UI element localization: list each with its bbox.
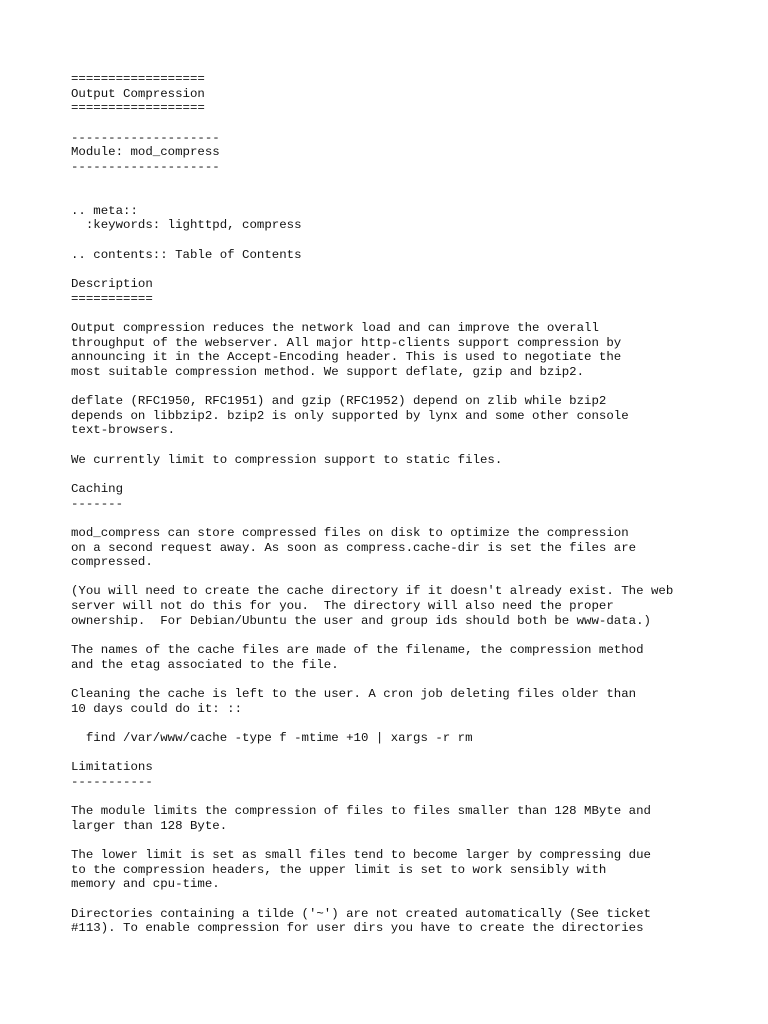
text-line: The lower limit is set as small files tend to become larger by compressing due — [71, 847, 651, 862]
text-line: 10 days could do it: :: — [71, 701, 243, 716]
text-line: deflate (RFC1950, RFC1951) and gzip (RFC1952) depend on zlib while bzip2 — [71, 394, 607, 409]
blank-line — [71, 116, 731, 131]
text-line: Output compression reduces the network load and can improve the overall — [71, 320, 599, 335]
text-line: memory and cpu-time. — [71, 877, 220, 892]
text-line: on a second request away. As soon as compress.cache-dir is set the files are — [71, 540, 637, 555]
text-line: ================== — [71, 101, 205, 116]
blank-line — [71, 672, 731, 687]
blank-line — [71, 570, 731, 585]
text-line: Cleaning the cache is left to the user. A cron job deleting files older than — [71, 686, 637, 701]
text-line: text-browsers. — [71, 423, 176, 438]
blank-line — [71, 892, 731, 907]
text-line: throughput of the webserver. All major http-clients support compression by — [71, 335, 622, 350]
text-line: ----------- — [71, 774, 153, 789]
blank-line — [71, 467, 731, 482]
blank-line — [71, 306, 731, 321]
text-line: find /var/www/cache -type f -mtime +10 | xargs -r rm — [71, 730, 473, 745]
text-line: ================== — [71, 72, 205, 86]
blank-line — [71, 745, 731, 760]
text-line: larger than 128 Byte. — [71, 818, 228, 833]
blank-line — [71, 189, 731, 204]
text-line: (You will need to create the cache directory if it doesn't already exist. The web — [71, 584, 674, 599]
text-line: and the etag associated to the file. — [71, 657, 339, 672]
blank-line — [71, 511, 731, 526]
document-page — [71, 72, 731, 936]
document-body — [71, 72, 731, 936]
blank-line — [71, 716, 731, 731]
text-line: depends on libbzip2. bzip2 is only supported by lynx and some other console — [71, 408, 629, 423]
text-line: Directories containing a tilde ('~') are not created automatically (See ticket — [71, 906, 651, 921]
text-line: =========== — [71, 291, 153, 306]
text-line: The names of the cache files are made of the filename, the compression method — [71, 642, 644, 657]
text-line: most suitable compression method. We support deflate, gzip and bzip2. — [71, 364, 585, 379]
text-line: We currently limit to compression support to static files. — [71, 452, 503, 467]
text-line: ownership. For Debian/Ubuntu the user and group ids should both be www-data.) — [71, 613, 651, 628]
text-line: Description — [71, 276, 153, 291]
text-line: :keywords: lighttpd, compress — [71, 218, 302, 233]
text-line: to the compression headers, the upper limit is set to work sensibly with — [71, 862, 607, 877]
blank-line — [71, 833, 731, 848]
text-line: .. contents:: Table of Contents — [71, 247, 302, 262]
blank-line — [71, 262, 731, 277]
text-line: -------------------- — [71, 159, 220, 174]
blank-line — [71, 379, 731, 394]
blank-line — [71, 628, 731, 643]
blank-line — [71, 233, 731, 248]
text-line: Module: mod_compress — [71, 145, 220, 160]
text-line: #113). To enable compression for user dirs you have to create the directories — [71, 921, 644, 936]
text-line: mod_compress can store compressed files on disk to optimize the compression — [71, 525, 629, 540]
text-line: server will not do this for you. The directory will also need the proper — [71, 599, 614, 614]
text-line: ------- — [71, 496, 124, 511]
blank-line — [71, 174, 731, 189]
text-line: announcing it in the Accept-Encoding header. This is used to negotiate the — [71, 350, 622, 365]
blank-line — [71, 789, 731, 804]
text-line: Limitations — [71, 760, 153, 775]
text-line: -------------------- — [71, 130, 220, 145]
blank-line — [71, 438, 731, 453]
text-line: Output Compression — [71, 86, 205, 101]
text-line: Caching — [71, 481, 124, 496]
text-line: compressed. — [71, 555, 153, 570]
text-line: The module limits the compression of files to files smaller than 128 MByte and — [71, 804, 651, 819]
text-line: .. meta:: — [71, 203, 138, 218]
